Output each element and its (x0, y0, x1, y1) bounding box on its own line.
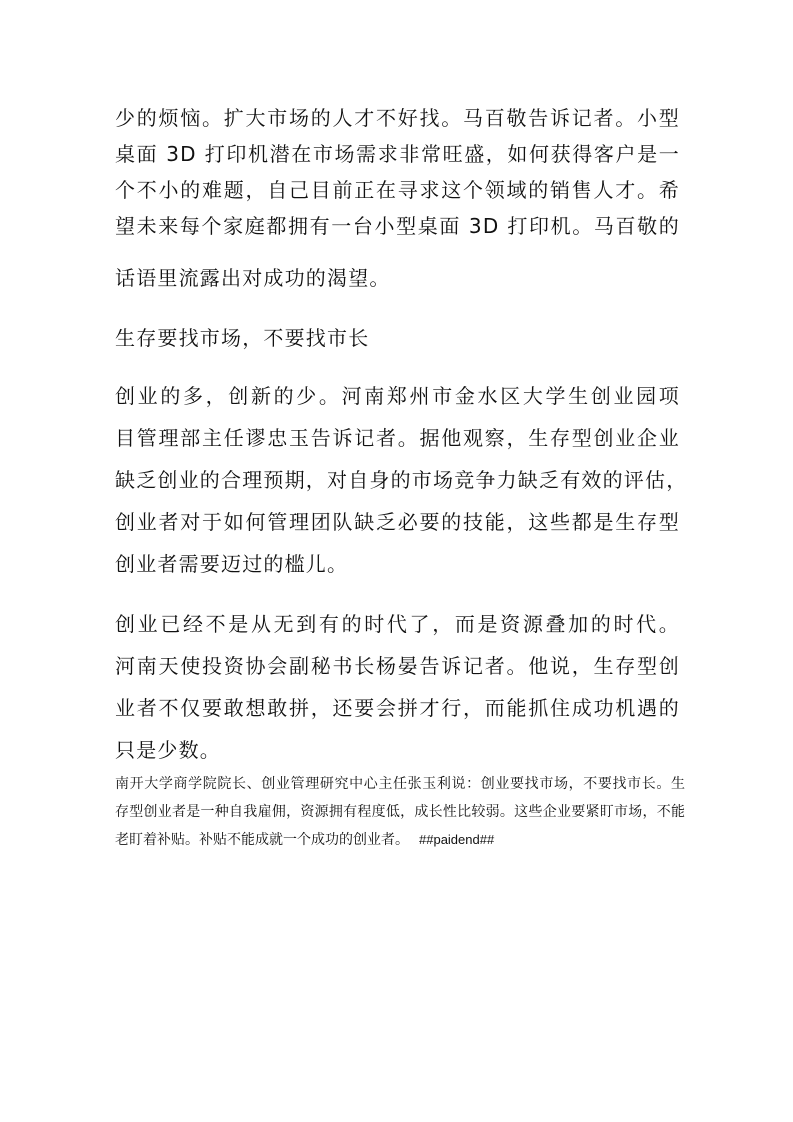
note-line-2: 存型创业者是一种自我雇佣，资源拥有程度低，成长性比较弱。这些企业要紧盯市场，不能 (115, 804, 685, 820)
note-line-1: 南开大学商学院院长、创业管理研究中心主任张玉利说：创业要找市场，不要找市长。生 (115, 776, 685, 792)
paid-end-marker: ##paidend## (419, 832, 495, 847)
paragraph-3-line-3: 业者不仅要敢想敢拼，还要会拼才行，而能抓住成功机遇的 (115, 696, 680, 720)
paragraph-1-line-4: 望未来每个家庭都拥有一台小型桌面 3D 打印机。马百敬的 (115, 214, 680, 238)
paragraph-2-line-2: 目管理部主任谬忠玉告诉记者。据他观察，生存型创业企业 (115, 426, 680, 450)
paragraph-2-line-5: 创业者需要迈过的槛儿。 (115, 552, 349, 576)
note-line-3-text: 老盯着补贴。补贴不能成就一个成功的创业者。 (115, 832, 409, 848)
paragraph-1-line-3: 个不小的难题，自己目前正在寻求这个领域的销售人才。希 (115, 178, 680, 202)
paragraph-3-line-1: 创业已经不是从无到有的时代了，而是资源叠加的时代。 (115, 612, 680, 636)
paragraph-3-line-2: 河南天使投资协会副秘书长杨晏告诉记者。他说，生存型创 (115, 654, 680, 678)
paragraph-1-line-1: 少的烦恼。扩大市场的人才不好找。马百敬告诉记者。小型 (115, 106, 680, 130)
paragraph-1-line-5: 话语里流露出对成功的渴望。 (115, 266, 391, 290)
paragraph-2-line-1: 创业的多，创新的少。河南郑州市金水区大学生创业园项 (115, 384, 680, 408)
paragraph-1-line-2: 桌面 3D 打印机潜在市场需求非常旺盛，如何获得客户是一 (115, 142, 680, 166)
note-line-3 (115, 828, 685, 852)
paragraph-3-line-4: 只是少数。 (115, 738, 221, 762)
paragraph-2-line-4: 创业者对于如何管理团队缺乏必要的技能，这些都是生存型 (115, 510, 680, 534)
paragraph-2-line-3: 缺乏创业的合理预期，对自身的市场竞争力缺乏有效的评估， (115, 468, 688, 492)
section-subheading: 生存要找市场，不要找市长 (115, 326, 370, 350)
